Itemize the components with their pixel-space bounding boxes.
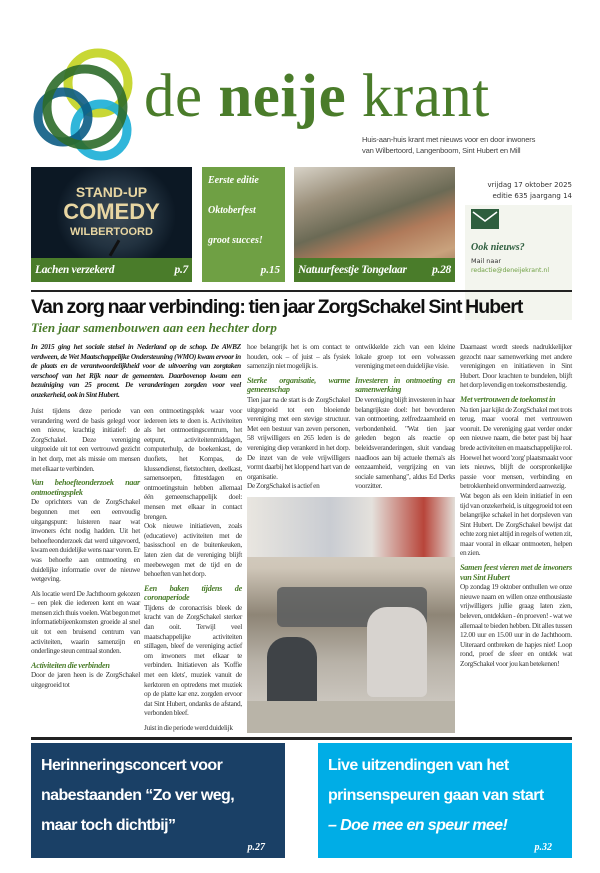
paragraph: De vereniging blijft investeren in haar belangrijkste doel: het bevorderen van ontmoeting, zelfredzaamheid en verbondenheid. "Wat tien jaar geleden begon als reactie op beleidsveranderingen, sluit vandaag naadloos aan bij actuele thema's als eenzaamheid, vergrijzing en van sociale samenhang", aldus Ed Derks voorzitter. (355, 394, 455, 491)
teaser-caption: Natuurfeestje Tongelaar p.28 (294, 258, 455, 282)
article-subtitle: Tien jaar samenbouwen aan een hechter dorp (31, 320, 277, 335)
teaser-caption: Lachen verzekerd p.7 (31, 258, 192, 282)
teaser-oktoberfest[interactable] (202, 167, 285, 282)
tagline-line: Huis-aan-huis krant met nieuws voor en door inwoners (362, 135, 536, 144)
paragraph: Na tien jaar kijkt de ZorgSchakel met trots terug, maar vooral met vertrouwen vooruit. De vereniging gaat verder onder een nieuwe naam, die beter past bij haar brede activiteiten en maatschappelijke rol. Hoewel het woord 'zorg' plaatsmaakt voor iets nieuws, blijft de oorspronkelijke passie voor mensen, verbinding en betrokkenheid onverminderd aanwezig. (460, 404, 572, 491)
article-column (31, 406, 140, 690)
contact-label: Mail naar (471, 257, 502, 265)
microphone-icon (109, 239, 121, 256)
teaser-line: Oktoberfest (208, 205, 256, 216)
section-heading: Sterke organisatie, warme gemeenschap (247, 375, 350, 395)
section-heading: Met vertrouwen de toekomst in (460, 394, 556, 404)
paragraph: Tien jaar na de start is de ZorgSchakel uitgegroeid tot een bloeiende vereniging met een stevige structuur. Met een bestuur van zeven personen, 58 vrijwilligers en 265 leden is de vereniging diep verankerd in het dorp. De inzet van de vele vrijwilligers vormt daarbij het kloppend hart van de organisatie. (247, 394, 350, 481)
paragraph: Wat begon als een klein initiatief in een tijd van onzekerheid, is uitgegroeid tot een belangrijke schakel in het dorpsleven van Sint Hubert. De ZorgSchakel bewijst dat echte zorg niet altijd in regels of wetten zit, maar vooral in elkaar ontmoeten, helpen en zien. (460, 490, 572, 558)
promo-herinneringsconcert[interactable] (31, 743, 285, 858)
divider (31, 290, 572, 292)
section-heading: Samen feest vieren met de inwoners van Sint Hubert (460, 563, 572, 582)
teaser-natuurfeestje[interactable] (294, 167, 455, 282)
edition-date: vrijdag 17 oktober 2025 (487, 181, 572, 189)
paragraph: Daarnaast wordt steeds nadrukkelijker gezocht naar samenwerking met andere verenigingen en initiatieven in Sint Hubert. Door krachten te bundelen, blijft het dorp levendig en toekomstbestendig. (460, 342, 572, 390)
teaser-page: p.15 (260, 264, 280, 276)
paragraph: Juist in die periode werd duidelijk (144, 723, 233, 732)
paragraph: Tijdens de coronacrisis bleek de kracht van de ZorgSchakel sterker dan ooit. Terwijl veel maatschappelijke activiteiten stillagen, bleef de vereniging actief om inwoners met elkaar te verbinden. Initiatieven als 'Koffie met een klets', muziek vanuit de kerktoren en optredens met muziek op de platte kar enz. zorgden ervoor dat Sint Hubert, ondanks de afstand, verbonden bleef. (144, 602, 242, 718)
promo-line: Live uitzendingen van het (328, 757, 509, 774)
paragraph: De ZorgSchakel is actief en (247, 481, 320, 491)
teaser-line: groot succes! (208, 235, 263, 246)
article-photo (247, 497, 455, 733)
teaser-comedy[interactable] (31, 167, 192, 282)
article-column (247, 342, 350, 491)
paragraph: ontwikkelde zich van een kleine lokale groep tot een volwassen vereniging met een duidelijke visie. (355, 342, 455, 371)
section-heading: Activiteiten die verbinden (31, 660, 110, 670)
comedy-poster-text: STAND-UP COMEDY WILBERTOORD (63, 184, 160, 238)
article-column (144, 406, 242, 733)
promo-page: p.32 (534, 842, 552, 853)
article-lead: In 2015 ging het sociale stelsel in Nederland op de schop. De AWBZ verdween, de Wet Maatschappelijke Ondersteuning (WMO) kwam ervoor in de plaats en de verantwoordelijkheid voor de uitvoering van zorgtaken verschoof van het Rijk naar de gemeenten. Daarbovenop kwam een bezuiniging van 25 procent. De veranderingen zorgden voor veel onzekerheid, ook in Sint Hubert. (31, 342, 241, 399)
masthead-title: de neije krant (144, 63, 490, 130)
promo-prinsenspeuren[interactable] (318, 743, 572, 858)
promo-line: prinsenspeuren gaan van start (328, 787, 544, 804)
teaser-line: Eerste editie (208, 175, 259, 186)
tagline-line: van Wilbertoord, Langenboom, Sint Hubert en Mill (362, 146, 521, 155)
promo-line: nabestaanden “Zo ver weg, (41, 787, 235, 804)
promo-page: p.27 (247, 842, 265, 853)
section-heading: Van behoefteonderzoek naar ontmoetingsplek (31, 478, 140, 497)
envelope-icon (471, 209, 499, 229)
section-heading: Investeren in ontmoeting en samenwerking (355, 375, 455, 395)
tagline (362, 134, 535, 156)
section-heading: Een baken tijdens de coronaperiode (144, 583, 242, 603)
promo-line: Herinneringsconcert voor (41, 757, 223, 774)
article-column (355, 342, 455, 491)
edition-info (470, 180, 572, 201)
paragraph: De oprichters van de ZorgSchakel begonnen met een eenvoudig uitgangspunt: luisteren naar wat inwoners écht nodig hadden. Uit het behoefteonderzoek dat werd uitgevoerd, kwam een duidelijke wens naar voren. Er was behoefte aan ontmoeting en duidelijke informatie over de nieuwe wetgeving. (31, 497, 140, 584)
edition-issue: editie 635 jaargang 14 (492, 191, 572, 200)
logo-rings (33, 45, 138, 165)
contact-email-link[interactable]: redactie@deneijekrant.nl (471, 267, 550, 274)
paragraph: een ontmoetingsplek waar voor iedereen iets te doen is. Activiteiten als het ontmoetingscentrum, het eetpunt, activiteitenmiddagen, computerhulp, de boekenkast, de duofiets, het Kompas, de klussendienst, fietstochten, deelkast, samensoepen, fittestdagen en ontmoetingstuin hebben allemaal één gemeenschappelijk doel: mensen met elkaar in contact brengen. (144, 406, 242, 521)
paragraph: Juist tijdens deze periode van verandering werd de basis gelegd voor een nieuw, krachtig initiatief: de ZorgSchakel. Deze vereniging uitgroeide uit tot een vertrouwd gezicht in het dorp, met als missie om mensen met elkaar te verbinden. (31, 406, 140, 473)
article-headline: Van zorg naar verbinding: tien jaar ZorgSchakel Sint Hubert (31, 296, 523, 318)
paragraph: hoe belangrijk het is om contact te houden, ook – of juist – als fysiek samenzijn niet mogelijk is. (247, 342, 350, 371)
paragraph: Als locatie werd De Jachthoorn gekozen – een plek die iedereen kent en waar mensen zich thuis voelen. Wat begon met informatiebijeenkomsten groeide al snel uit tot een bruisend centrum van activiteiten, waarin samenzijn en onderlinge steun centraal stonden. (31, 588, 140, 656)
article-column (460, 342, 572, 669)
paragraph: Ook nieuwe initiatieven, zoals (educatieve) activiteiten met de basisschool en de buitenkeuken, laten zien dat de vereniging blijft meebewegen met de tijd en de behoeften van het dorp. (144, 521, 242, 579)
promo-line-italic: – Doe mee en speur mee! (328, 817, 508, 834)
paragraph: Op zondag 19 oktober onthullen we onze nieuwe naam en willen onze enthousiaste vrijwilligers jullie graag laten zien, beleven, ontdekken - én proeven! - wat we allemaal te bieden hebben. Dit alles tussen 12.00 uur en 15.00 uur in de Jachthoorn. Uiteraard ontbreken de hapjes niet! Loop rond, proef de sfeer en ontdek wat ZorgSchakel voor jou kan betekenen! (460, 582, 572, 668)
contact-title: Ook nieuws? (471, 242, 525, 253)
paragraph: Door de jaren heen is de ZorgSchakel uitgegroeid tot (31, 670, 140, 690)
promo-line: maar toch dichtbij” (41, 817, 176, 834)
divider (31, 737, 572, 740)
